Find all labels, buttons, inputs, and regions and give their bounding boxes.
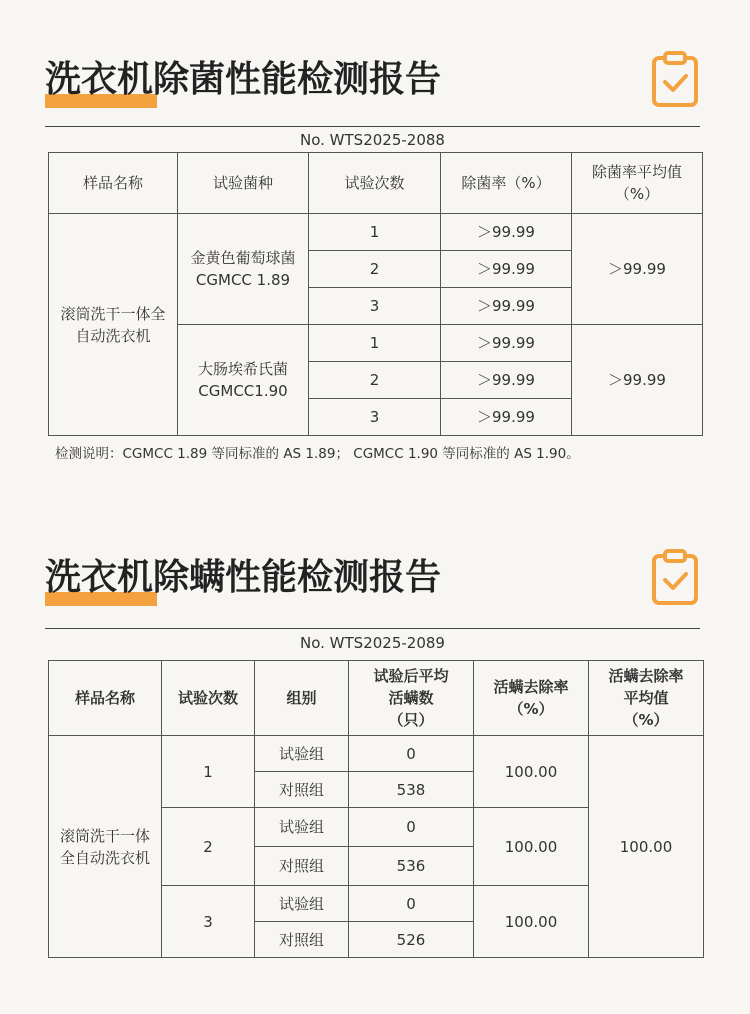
trial-number: 1 — [309, 214, 441, 251]
strain-cell: 金黄色葡萄球菌 CGMCC 1.89 — [178, 214, 309, 325]
divider — [45, 126, 700, 127]
divider — [45, 628, 700, 629]
removal-rate: ＞99.99 — [441, 214, 572, 251]
removal-rate: 100.00 — [474, 886, 589, 958]
removal-rate: ＞99.99 — [441, 362, 572, 399]
group-label: 对照组 — [255, 847, 349, 886]
page-title: 洗衣机除菌性能检测报告 — [45, 59, 442, 100]
trial-number: 3 — [162, 886, 255, 958]
sample-name-cell: 滚筒洗干一体 全自动洗衣机 — [49, 736, 162, 958]
header-strain: 试验菌种 — [178, 153, 309, 214]
trial-number: 1 — [162, 736, 255, 808]
header-removal-rate: 除菌率（%） — [441, 153, 572, 214]
mite-count: 536 — [349, 847, 474, 886]
mite-count: 0 — [349, 808, 474, 847]
test-note: 检测说明：CGMCC 1.89 等同标准的 AS 1.89； CGMCC 1.90 等同标准的 AS 1.90。 — [55, 446, 580, 462]
group-label: 试验组 — [255, 886, 349, 922]
clipboard-check-icon — [650, 50, 700, 108]
removal-rate: ＞99.99 — [441, 288, 572, 325]
mite-removal-table — [48, 660, 704, 958]
mite-removal-section — [0, 500, 750, 1014]
antibacterial-title-wrap — [45, 50, 441, 110]
header-average-rate: 除菌率平均值 （%） — [572, 153, 703, 214]
report-number: No. WTS2025-2089 — [300, 634, 445, 652]
mite-count: 538 — [349, 772, 474, 808]
mite-count: 526 — [349, 922, 474, 958]
group-label: 对照组 — [255, 922, 349, 958]
removal-rate: 100.00 — [474, 808, 589, 886]
clipboard-check-icon — [650, 548, 700, 606]
trial-number: 2 — [309, 251, 441, 288]
removal-rate: ＞99.99 — [441, 399, 572, 436]
mite-title-wrap — [45, 548, 441, 608]
strain-cell: 大肠埃希氏菌 CGMCC1.90 — [178, 325, 309, 436]
header-trial-count: 试验次数 — [309, 153, 441, 214]
trial-number: 3 — [309, 288, 441, 325]
header-sample-name: 样品名称 — [49, 661, 162, 736]
trial-number: 2 — [309, 362, 441, 399]
group-label: 试验组 — [255, 808, 349, 847]
header-avg-live-mites: 试验后平均 活螨数 （只） — [349, 661, 474, 736]
trial-number: 1 — [309, 325, 441, 362]
trial-number: 2 — [162, 808, 255, 886]
mite-count: 0 — [349, 886, 474, 922]
header-removal-rate: 活螨去除率 （%） — [474, 661, 589, 736]
average-rate: ＞99.99 — [572, 214, 703, 325]
header-trial-count: 试验次数 — [162, 661, 255, 736]
header-sample-name: 样品名称 — [49, 153, 178, 214]
report-number: No. WTS2025-2088 — [300, 131, 445, 149]
antibacterial-section — [0, 0, 750, 480]
average-rate: ＞99.99 — [572, 325, 703, 436]
removal-rate: 100.00 — [474, 736, 589, 808]
removal-rate: ＞99.99 — [441, 251, 572, 288]
group-label: 试验组 — [255, 736, 349, 772]
sample-name-cell: 滚筒洗干一体全 自动洗衣机 — [49, 214, 178, 436]
mite-count: 0 — [349, 736, 474, 772]
trial-number: 3 — [309, 399, 441, 436]
page-title: 洗衣机除螨性能检测报告 — [45, 557, 442, 598]
header-average-rate: 活螨去除率 平均值 （%） — [589, 661, 704, 736]
antibacterial-table — [48, 152, 703, 436]
header-group: 组别 — [255, 661, 349, 736]
group-label: 对照组 — [255, 772, 349, 808]
average-rate: 100.00 — [589, 736, 704, 958]
removal-rate: ＞99.99 — [441, 325, 572, 362]
